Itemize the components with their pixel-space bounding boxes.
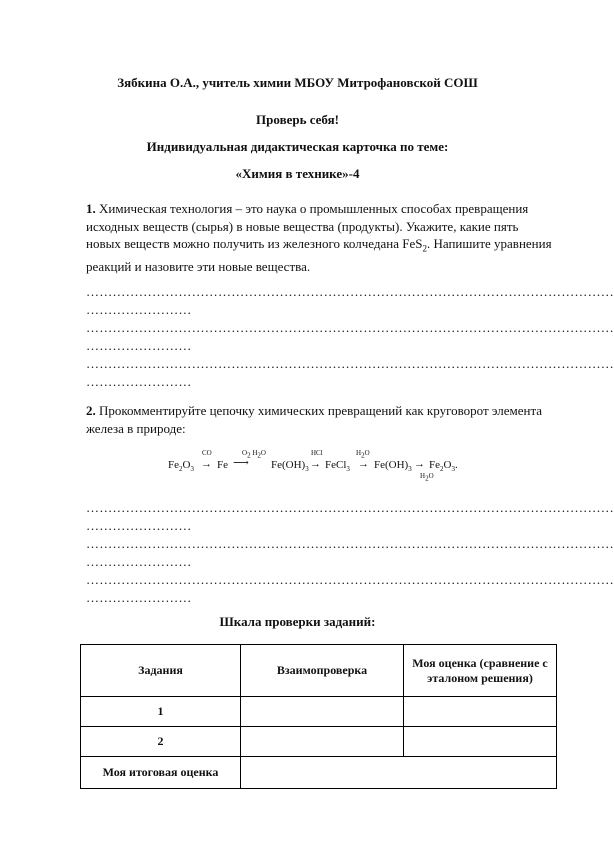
table-row bbox=[81, 727, 557, 757]
task-1 bbox=[86, 200, 556, 276]
final-grade-label: Моя итоговая оценка bbox=[81, 757, 241, 789]
arrow: → bbox=[201, 458, 212, 470]
arrow: → bbox=[358, 458, 369, 470]
answer-line: …………………… bbox=[86, 554, 192, 569]
answer-line: ………………………………………………………………………………………………………… bbox=[86, 356, 614, 371]
arrow: → bbox=[414, 458, 425, 470]
task-1-number: 1. bbox=[86, 201, 96, 216]
author-line: Зябкина О.А., учитель химии МБОУ Митрофановской СОШ bbox=[117, 75, 478, 90]
task-number-cell: 2 bbox=[81, 727, 241, 757]
final-grade-row bbox=[81, 757, 557, 789]
my-grade-cell[interactable] bbox=[404, 697, 557, 727]
reagent-o2-h2o: $O_2$ $H_2O$ bbox=[242, 449, 266, 460]
task-1-text-end: . Напишите уравнения реакций и назовите эти новые вещества. bbox=[86, 236, 552, 275]
task-2 bbox=[86, 402, 556, 437]
answer-line: …………………… bbox=[86, 374, 192, 389]
reagent-hcl: HCl bbox=[311, 449, 323, 457]
answer-line: ………………………………………………………………………………………………………… bbox=[86, 284, 614, 299]
score-table bbox=[80, 644, 557, 789]
header-my-grade: Моя оценка (сравнение с эталоном решения) bbox=[404, 645, 557, 697]
task-1-subscript: 2 bbox=[422, 243, 427, 254]
reagent-co: CO bbox=[202, 449, 212, 457]
answer-line: …………………… bbox=[86, 518, 192, 533]
answer-line: ………………………………………………………………………………………………………… bbox=[86, 500, 614, 515]
chain-fe2o3-end: $Fe_2O_3$. bbox=[429, 459, 458, 474]
task-number-cell: 1 bbox=[81, 697, 241, 727]
scale-title: Шкала проверки заданий: bbox=[219, 614, 376, 629]
card-title: Индивидуальная дидактическая карточка по теме: bbox=[146, 139, 449, 154]
chain-fe2o3: $Fe_2O_3$ bbox=[168, 459, 194, 474]
answer-line: …………………… bbox=[86, 302, 192, 317]
chain-feoh3-2: $Fe(OH)_3$ bbox=[374, 459, 412, 474]
peer-review-cell[interactable] bbox=[241, 697, 404, 727]
answer-line: ………………………………………………………………………………………………………… bbox=[86, 320, 614, 335]
check-heading: Проверь себя! bbox=[256, 112, 339, 127]
answer-line: …………………… bbox=[86, 338, 192, 353]
reaction-chain bbox=[168, 445, 488, 485]
table-header-row bbox=[81, 645, 557, 697]
task-1-text: Химическая технология – это наука о промышленных способах превращения исходных веществ (сырья) в новые вещества (продукты). Укажите, какие пять новых веществ можно получить из железного колчедана FeS bbox=[86, 201, 529, 251]
chain-feoh3: $Fe(OH)_3$ bbox=[271, 459, 309, 474]
header-peer-review: Взаимопроверка bbox=[241, 645, 404, 697]
arrow: → bbox=[310, 458, 321, 470]
chain-fe: Fe bbox=[217, 459, 228, 471]
peer-review-cell[interactable] bbox=[241, 727, 404, 757]
answer-line: ………………………………………………………………………………………………………… bbox=[86, 572, 614, 587]
long-arrow: ⟶ bbox=[233, 457, 248, 469]
reagent-h2o-below: $H_2O$ bbox=[420, 472, 434, 483]
table-row bbox=[81, 697, 557, 727]
answer-line: ………………………………………………………………………………………………………… bbox=[86, 536, 614, 551]
chain-fecl3: FeCl$_3$ bbox=[325, 459, 350, 474]
task-2-number: 2. bbox=[86, 403, 96, 418]
final-grade-cell[interactable] bbox=[241, 757, 557, 789]
task-2-text: Прокомментируйте цепочку химических превращений как круговорот элемента железа в природе: bbox=[86, 403, 543, 436]
topic-title: «Химия в технике»-4 bbox=[235, 166, 360, 181]
header-tasks: Задания bbox=[81, 645, 241, 697]
answer-line: …………………… bbox=[86, 590, 192, 605]
my-grade-cell[interactable] bbox=[404, 727, 557, 757]
reagent-h2o: $H_2O$ bbox=[356, 449, 370, 460]
